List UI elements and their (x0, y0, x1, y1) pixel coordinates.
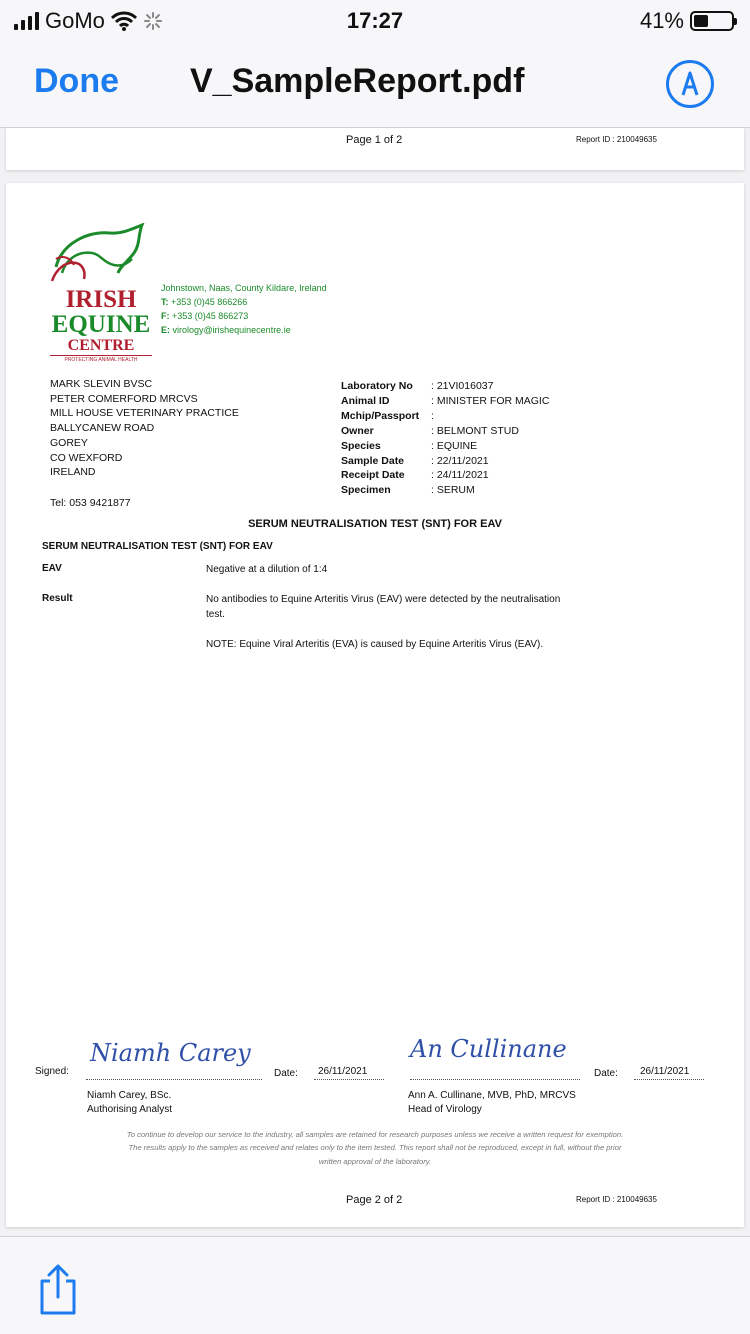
signature-line (86, 1079, 262, 1080)
signature-line (410, 1079, 580, 1080)
signer-name: Niamh Carey, BSc. (87, 1090, 172, 1101)
address-line: MILL HOUSE VETERINARY PRACTICE (50, 407, 239, 420)
page-number: Page 1 of 2 (346, 134, 403, 146)
contact-fax: F: +353 (0)45 866273 (161, 311, 249, 321)
report-id: Report ID : 210049635 (576, 1195, 657, 1204)
date-label: Date: (274, 1068, 298, 1079)
recipient-address (50, 377, 239, 480)
done-button[interactable]: Done (34, 62, 119, 100)
signer-role: Head of Virology (408, 1104, 482, 1115)
share-icon (36, 1263, 80, 1317)
address-line: PETER COMERFORD MRCVS (50, 392, 198, 405)
date-line (634, 1079, 704, 1080)
navigation-bar (0, 40, 750, 128)
report-id: Report ID : 210049635 (576, 135, 657, 144)
disclaimer: To continue to develop our service to the industry, all samples are retained for research purposes unless we receive a written request for exemption. The results apply to the samples as received and relates only to the item tested. This report shall not be reproduced, except in full, without the prior written approval of the laboratory. (126, 1130, 624, 1166)
carrier-name: GoMo (45, 8, 105, 33)
horse-logo-icon (48, 223, 154, 285)
status-right (640, 8, 734, 34)
share-button[interactable] (36, 1263, 80, 1317)
contact-phone: T: +353 (0)45 866266 (161, 297, 248, 307)
lab-detail-row: Sample Date : 22/11/2021 (341, 454, 489, 467)
lab-detail-row: Animal ID : MINISTER FOR MAGIC (341, 394, 550, 407)
signature-niamh-carey: Niamh Carey (90, 1039, 251, 1067)
signer-name: Ann A. Cullinane, MVB, PhD, MRCVS (408, 1090, 576, 1101)
lab-detail-row: Specimen : SERUM (341, 484, 475, 497)
result-text: No antibodies to Equine Arteritis Virus (EAV) were detected by the neutralisation test. (206, 594, 561, 620)
date-value-1: 26/11/2021 (318, 1066, 368, 1077)
address-line: BALLYCANEW ROAD (50, 422, 155, 435)
battery-percent: 41% (639, 8, 684, 33)
report-heading: SERUM NEUTRALISATION TEST (SNT) FOR EAV (248, 518, 502, 530)
section-heading: SERUM NEUTRALISATION TEST (SNT) FOR EAV (42, 541, 273, 552)
contact-address: Johnstown, Naas, County Kildare, Ireland (161, 283, 327, 293)
contact-email: E: virology@irishequinecentre.ie (161, 325, 291, 335)
address-line: IRELAND (50, 466, 96, 479)
status-time: 17:27 (346, 8, 404, 33)
pdf-page-1 (6, 128, 744, 170)
eav-value: Negative at a dilution of 1:4 (206, 564, 328, 575)
logo-line-centre: CENTRE (67, 337, 135, 354)
signature-cullinane: An Cullinane (410, 1035, 567, 1063)
lab-detail-row: Mchip/Passport : (341, 409, 434, 422)
bottom-toolbar (0, 1236, 750, 1334)
contact-block (161, 281, 327, 337)
signer-1 (87, 1089, 172, 1117)
logo-line-equine: EQUINE (51, 311, 151, 338)
lab-detail-row: Owner : BELMONT STUD (341, 424, 519, 437)
signed-label: Signed: (35, 1066, 69, 1077)
markup-pen-icon (677, 69, 703, 99)
signer-2 (408, 1089, 576, 1117)
eav-label: EAV (42, 563, 62, 574)
logo-line-irish: IRISH (65, 286, 137, 313)
address-line: GOREY (50, 436, 88, 449)
date-line (314, 1079, 384, 1080)
date-value-2: 26/11/2021 (640, 1066, 690, 1077)
address-line: MARK SLEVIN BVSC (50, 378, 153, 390)
date-label: Date: (594, 1068, 618, 1079)
battery-icon (690, 11, 734, 31)
lab-detail-row: Laboratory No : 21VI016037 (341, 380, 494, 392)
recipient-tel: Tel: 053 9421877 (50, 497, 131, 509)
pdf-page-2 (6, 183, 744, 1227)
page-number: Page 2 of 2 (346, 1194, 403, 1206)
lab-detail-row: Receipt Date : 24/11/2021 (341, 469, 489, 482)
irish-equine-centre-logo (48, 223, 154, 365)
status-bar (0, 0, 750, 40)
document-title: V_SampleReport.pdf (190, 62, 525, 100)
note-text: NOTE: Equine Viral Arteritis (EVA) is caused by Equine Arteritis Virus (EAV). (206, 639, 544, 650)
lab-detail-row: Species : EQUINE (341, 439, 478, 452)
markup-button[interactable] (666, 60, 714, 108)
signer-role: Authorising Analyst (87, 1104, 173, 1115)
logo-tagline: PROTECTING ANIMAL HEALTH (50, 355, 152, 363)
address-line: CO WEXFORD (50, 451, 123, 464)
result-label: Result (42, 593, 73, 604)
lab-details (341, 379, 549, 498)
